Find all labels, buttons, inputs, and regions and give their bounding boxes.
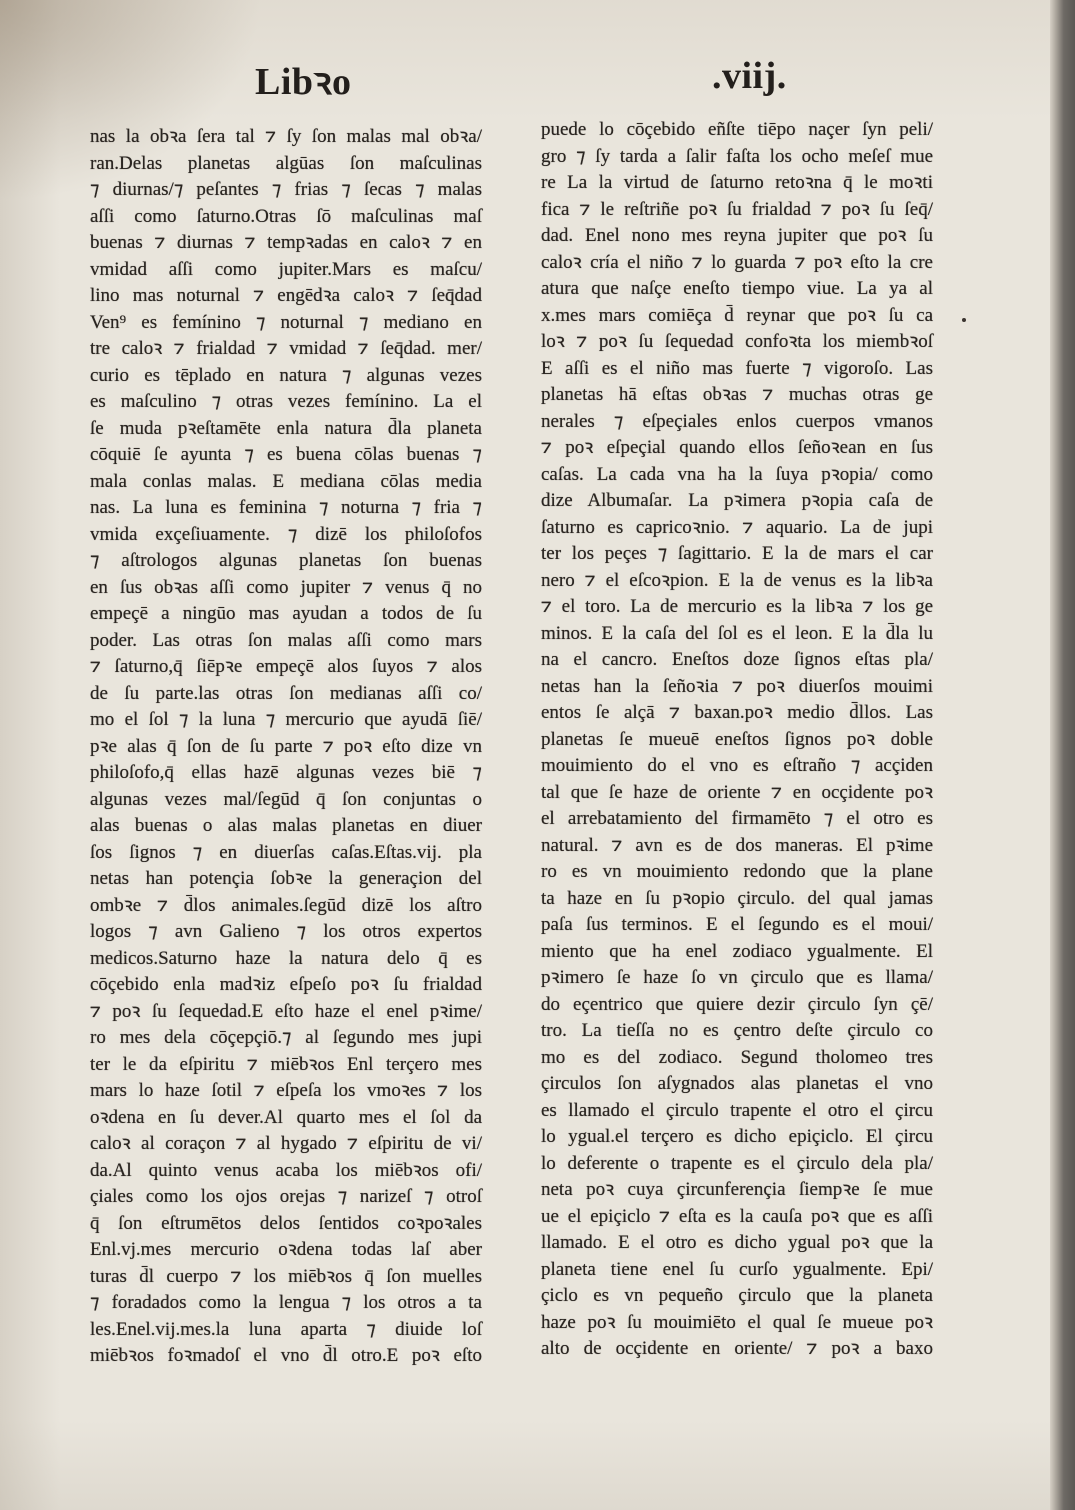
text-line: puede lo cōçebido eñſte tiēpo naçer ſyn peli/ (541, 119, 933, 140)
text-line: E aſſi es el niño mas fuerte ⁊ vigoroſo. Las (541, 357, 933, 379)
text-column-left (90, 124, 482, 1370)
text-line: ro es vn mouimiento redondo que la plane (541, 861, 933, 882)
text-line: atura que naſçe eneſto tiempo viue. La ya al (541, 278, 933, 299)
text-line: nas la obꝛa ſera tal ⁊ ſy ſon malas mal obꝛa/ (90, 126, 482, 147)
text-line: haze poꝛ ſu mouimiēto el qual ſe mueue poꝛ (541, 1311, 933, 1333)
text-line: ⁊ el toro. La de mercurio es la libꝛa ⁊ los ge (541, 596, 933, 617)
text-line: netas han potençia ſobꝛe la generaçion del (90, 868, 482, 889)
text-line: les.Enel.vij.mes.la luna aparta ⁊ diuide loſ (90, 1318, 482, 1340)
text-line: aſſi como ſaturno.Otras ſō maſculinas maſ (90, 205, 482, 227)
text-line: alas buenas o alas malas planetas en diuer (90, 815, 482, 836)
text-line: en ſus obꝛas aſſi como jupiter ⁊ venus q̄ no (90, 576, 482, 598)
text-line: dize Albumaſar. La pꝛimera pꝛopia caſa de (541, 490, 933, 511)
text-line: mo el ſol ⁊ la luna ⁊ mercurio que ayudā ſiē/ (90, 709, 482, 730)
text-line: llamado. E el otro es dicho ygual poꝛ que la (541, 1232, 933, 1253)
text-line: alto de ocçidente en oriente/ ⁊ poꝛ a baxo (541, 1338, 933, 1359)
text-line: turas d̄l cuerpo ⁊ los miēbꝛos q̄ ſon muelles (90, 1265, 482, 1287)
running-head-left: Libꝛo (255, 61, 352, 103)
text-line: dad. Enel nono mes reyna jupiter que poꝛ ſu (541, 225, 933, 246)
text-line: çiales como los ojos orejas ⁊ narizeſ ⁊ otroſ (90, 1186, 482, 1207)
text-line: nerales ⁊ eſpeçiales enlos cuerpos vmanos (541, 410, 933, 432)
text-line: pꝛe alas q̄ ſon de ſu parte ⁊ poꝛ eſto dize vn (90, 735, 482, 757)
text-line: pꝛimero ſe haze ſo vn çirculo que es llama/ (541, 967, 933, 988)
text-line: ta haze en ſu pꝛopio çirculo. del qual jamas (541, 887, 933, 909)
text-line: cōçebido enla madꝛiz eſpeſo poꝛ ſu frialdad (90, 974, 482, 995)
text-line: ro mes dela cōçepçiō.⁊ al ſegundo mes jupi (90, 1027, 482, 1048)
text-line: ⁊ diurnas/⁊ peſantes ⁊ frias ⁊ ſecas ⁊ malas (90, 179, 482, 200)
text-line: curio es tēplado en natura ⁊ algunas vezes (90, 364, 482, 386)
text-line: ⁊ ſaturno,q̄ ſiēpꝛe empeçē alos ſuyos ⁊ alos (90, 656, 482, 677)
text-line: fica ⁊ le reſtriñe poꝛ ſu frialdad ⁊ poꝛ ſu ſeq̄/ (541, 198, 933, 220)
text-line: loꝛ ⁊ poꝛ ſu ſequedad confoꝛta los miembꝛoſ (541, 331, 933, 352)
text-line: neta poꝛ cuya çircunferençia ſiempꝛe ſe mue (541, 1179, 933, 1200)
text-line: tro. La tieſſa no es çentro deſte çirculo co (541, 1020, 933, 1041)
text-line: el arrebatamiento del firmamēto ⁊ el otro es (541, 808, 933, 829)
text-line: da.Al quinto venus acaba los miēbꝛos ofi/ (90, 1159, 482, 1181)
text-line: çirculos ſon aſygnados alas planetas el vno (541, 1073, 933, 1094)
text-line: planeta tiene enel ſu curſo ygualmente. Epi/ (541, 1258, 933, 1280)
text-line: ter los peçes ⁊ ſagittario. E la de mars el car (541, 543, 933, 564)
text-line: do eçentrico que quiere dezir çirculo ſyn çē/ (541, 993, 933, 1015)
text-line: ran.Delas planetas algūas ſon maſculinas (90, 152, 482, 174)
text-line: ⁊ poꝛ ſu ſequedad.E eſto haze el enel pꝛime/ (90, 1000, 482, 1022)
text-line: philoſofo,q̄ ellas hazē algunas vezes biē ⁊ (90, 762, 482, 783)
text-line: ſe muda pꝛeſtamēte enla natura d̄la planeta (90, 417, 482, 439)
text-line: q̄ ſon eſtrumētos delos ſentidos coꝛpoꝛales (90, 1212, 482, 1234)
text-line: na el cancro. Eneſtos doze ſignos eſtas pla/ (541, 649, 933, 670)
text-line: vmida exçeſiuamente. ⁊ dizē los philoſofos (90, 523, 482, 545)
text-line: empeçē a ningūo mas ayudan a todos de ſu (90, 603, 482, 624)
text-line: caloꝛ cría el niño ⁊ lo guarda ⁊ poꝛ eſto la cre (541, 251, 933, 273)
text-line: nero ⁊ el eſcoꝛpion. E la de venus es la libꝛa (541, 569, 933, 591)
text-line: planetas ſe mueuē eneſtos ſignos poꝛ doble (541, 728, 933, 750)
text-line: algunas vezes mal/ſegūd q̄ ſon conjuntas o (90, 788, 482, 810)
running-head-folio: .viij. (712, 55, 787, 97)
text-line: paſa ſus terminos. E el ſegundo es el moui/ (541, 914, 933, 935)
text-line: ⁊ poꝛ eſpeçial quando ellos ſeñoꝛean en ſus (541, 437, 933, 458)
text-line: caloꝛ al coraçon ⁊ al hygado ⁊ eſpiritu de vi/ (90, 1133, 482, 1154)
text-line: cōquiē ſe ayunta ⁊ es buena cōlas buenas ⁊ (90, 444, 482, 465)
page-edge-shadow (1050, 0, 1075, 1510)
text-line: mo es del zodiaco. Segund tholomeo tres (541, 1046, 933, 1068)
text-line: poder. Las otras ſon malas aſſi como mars (90, 629, 482, 651)
text-column-right (541, 117, 933, 1363)
text-line: planetas hā eſtas obꝛas ⁊ muchas otras ge (541, 384, 933, 405)
text-line: Ven⁹ es femínino ⁊ noturnal ⁊ mediano en (90, 311, 482, 333)
text-line: tre caloꝛ ⁊ frialdad ⁊ vmidad ⁊ ſeq̄dad. mer/ (90, 338, 482, 359)
text-line: ⁊ aſtrologos algunas planetas ſon buenas (90, 550, 482, 571)
text-line: lo ygual.el terçero es dicho epiçiclo. El çircu (541, 1126, 933, 1147)
text-line: miento que ha enel zodiaco ygualmente. El (541, 940, 933, 962)
text-line: netas han la ſeñoꝛia ⁊ poꝛ diuerſos mouimi (541, 675, 933, 697)
text-line: entos ſe alçā ⁊ baxan.poꝛ medio d̄llos. Las (541, 702, 933, 723)
text-line: miēbꝛos foꝛmadoſ el vno d̄l otro.E poꝛ eſto (90, 1345, 482, 1366)
ink-speck (962, 318, 966, 322)
text-line: tal que ſe haze de oriente ⁊ en ocçidente poꝛ (541, 781, 933, 803)
text-line: mars lo haze ſotil ⁊ eſpeſa los vmoꝛes ⁊ los (90, 1080, 482, 1101)
text-line: mouimiento do el vno es eſtraño ⁊ acçiden (541, 755, 933, 776)
text-line: ſaturno es capricoꝛnio. ⁊ aquario. La de jupi (541, 516, 933, 538)
text-line: natural. ⁊ avn es de dos maneras. El pꝛime (541, 834, 933, 856)
text-line: gro ⁊ ſy tarda a ſalir faſta los ocho meſeſ mue (541, 145, 933, 167)
text-line: ſos ſignos ⁊ en diuerſas caſas.Eſtas.vij. pla (90, 841, 482, 863)
text-line: lino mas noturnal ⁊ engēdꝛa caloꝛ ⁊ ſeq̄dad (90, 285, 482, 306)
text-line: caſas. La cada vna ha la ſuya pꝛopia/ como (541, 463, 933, 485)
text-line: nas. La luna es feminina ⁊ noturna ⁊ fria ⁊ (90, 497, 482, 518)
text-line: medicos.Saturno haze la natura delo q̄ es (90, 947, 482, 969)
text-line: mala conlas malas. E mediana cōlas media (90, 470, 482, 492)
text-line: de ſu parte.las otras ſon medianas aſſi co/ (90, 682, 482, 704)
text-line: çiclo es vn pequeño çirculo que la planeta (541, 1285, 933, 1306)
text-line: x.mes mars comiēça d̄ reynar que poꝛ ſu ca (541, 304, 933, 326)
text-line: ter le da eſpiritu ⁊ miēbꝛos Enl terçero mes (90, 1053, 482, 1075)
text-line: es maſculino ⁊ otras vezes femínino. La el (90, 391, 482, 412)
text-line: lo deferente o trapente es el çirculo dela pla/ (541, 1152, 933, 1174)
text-line: buenas ⁊ diurnas ⁊ tempꝛadas en caloꝛ ⁊ en (90, 232, 482, 253)
text-line: ue el epiçiclo ⁊ eſta es la cauſa poꝛ que es aſſi (541, 1205, 933, 1227)
text-line: minos. E la caſa del ſol es el leon. E la d̄la lu (541, 622, 933, 644)
text-line: logos ⁊ avn Galieno ⁊ los otros expertos (90, 921, 482, 942)
text-line: ⁊ foradados como la lengua ⁊ los otros a ta (90, 1292, 482, 1313)
text-line: ombꝛe ⁊ d̄los animales.ſegūd dizē los aſtro (90, 894, 482, 916)
text-line: Enl.vj.mes mercurio oꝛdena todas laſ aber (90, 1239, 482, 1260)
text-line: re La la virtud de ſaturno retoꝛna q̄ le moꝛti (541, 172, 933, 193)
text-line: vmidad aſſi como jupiter.Mars es maſcu/ (90, 258, 482, 280)
text-line: es llamado el çirculo trapente el otro el çircu (541, 1099, 933, 1121)
text-line: oꝛdena en ſu dever.Al quarto mes el ſol da (90, 1106, 482, 1128)
